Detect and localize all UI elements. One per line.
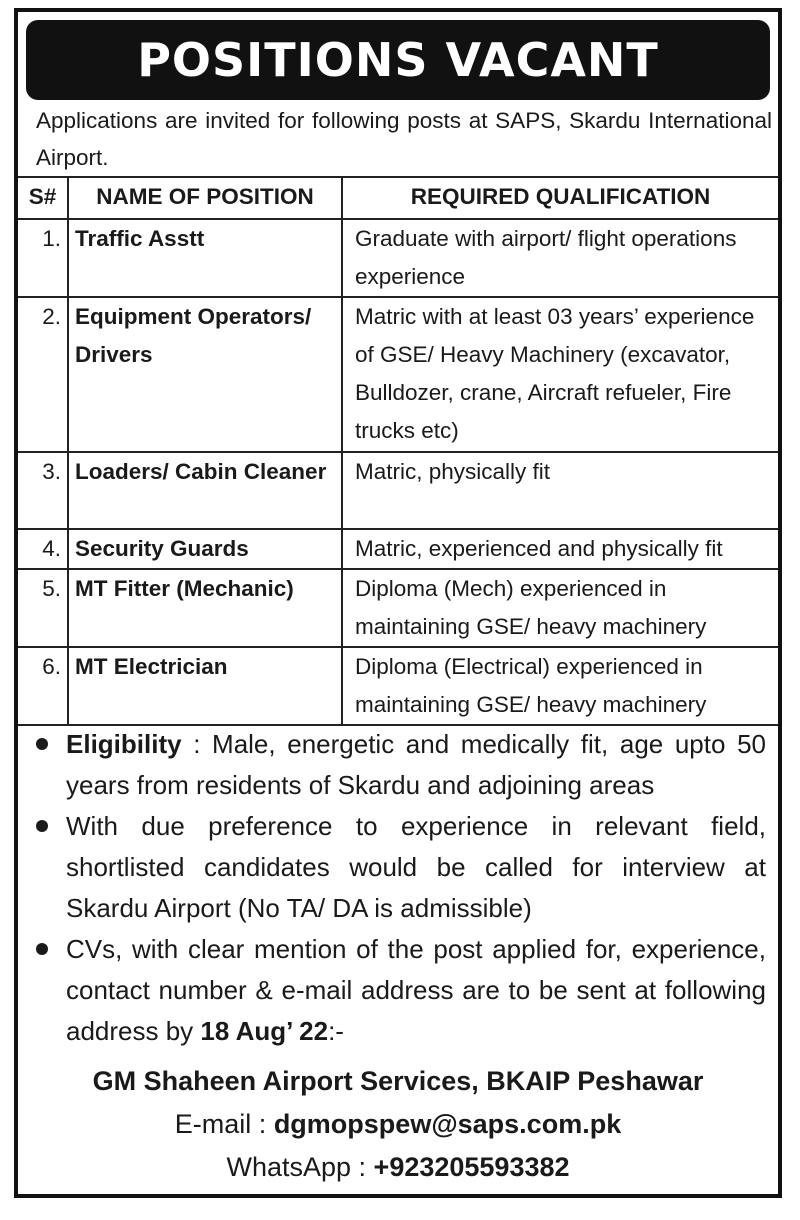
row-serial: 1. xyxy=(18,219,68,297)
eligibility-label: Eligibility xyxy=(66,729,182,759)
row-qualification: Graduate with airport/ flight operations experience xyxy=(342,219,778,297)
row-position: Traffic Asstt xyxy=(68,219,342,297)
bullet-icon xyxy=(36,738,48,750)
header-serial: S# xyxy=(18,177,68,219)
table-row xyxy=(18,219,778,297)
table-row xyxy=(18,452,778,529)
row-qualification: Diploma (Electrical) experienced in maintaining GSE/ heavy machinery xyxy=(342,647,778,725)
table-row xyxy=(18,297,778,452)
notes-list xyxy=(32,724,766,1052)
row-qualification: Matric with at least 03 years’ experience of GSE/ Heavy Machinery (excavator, Bulldozer, crane, Aircraft refueler, Fire trucks etc) xyxy=(342,297,778,452)
row-position: MT Electrician xyxy=(68,647,342,725)
intro-text: Applications are invited for following posts at SAPS, Skardu International Airport. xyxy=(36,108,772,170)
preference-text: With due preference to experience in relevant field, shortlisted candidates would be called for interview at Skardu Airport (No TA/ DA is admissible) xyxy=(66,811,766,923)
bullet-icon xyxy=(36,943,48,955)
eligibility-text: : Male, energetic and medically fit, age upto 50 years from residents of Skardu and adjoining areas xyxy=(66,729,766,800)
row-qualification: Diploma (Mech) experienced in maintaining GSE/ heavy machinery xyxy=(342,569,778,647)
table-header-row xyxy=(18,177,778,219)
row-serial: 3. xyxy=(18,452,68,529)
table-row xyxy=(18,647,778,725)
job-advertisement xyxy=(14,8,782,1198)
table-row xyxy=(18,529,778,569)
row-qualification: Matric, physically fit xyxy=(342,452,778,529)
bullet-icon xyxy=(36,820,48,832)
email-address[interactable]: dgmopspew@saps.com.pk xyxy=(273,1109,622,1139)
list-item xyxy=(32,929,766,1052)
row-serial: 2. xyxy=(18,297,68,452)
row-qualification: Matric, experienced and physically fit xyxy=(342,529,778,569)
cv-instructions: CVs, with clear mention of the post applied for, experience, contact number & e-mail address are to be sent at following address by xyxy=(66,934,766,1046)
positions-table xyxy=(18,176,778,726)
list-item xyxy=(32,806,766,929)
contact-block xyxy=(18,1060,778,1189)
list-item xyxy=(32,724,766,806)
row-serial: 6. xyxy=(18,647,68,725)
row-position: Security Guards xyxy=(68,529,342,569)
row-serial: 4. xyxy=(18,529,68,569)
deadline-suffix: :- xyxy=(328,1016,344,1046)
row-serial: 5. xyxy=(18,569,68,647)
deadline-date: 18 Aug’ 22 xyxy=(200,1016,329,1046)
whatsapp-label: WhatsApp : xyxy=(226,1152,367,1182)
email-line xyxy=(18,1103,778,1146)
page-title: POSITIONS VACANT xyxy=(137,33,659,87)
title-banner xyxy=(26,20,770,100)
table-row xyxy=(18,569,778,647)
row-position: Loaders/ Cabin Cleaner xyxy=(68,452,342,529)
contact-address: GM Shaheen Airport Services, BKAIP Peshawar xyxy=(92,1066,704,1096)
whatsapp-number[interactable]: +923205593382 xyxy=(373,1152,570,1182)
row-position: Equipment Operators/ Drivers xyxy=(68,297,342,452)
whatsapp-line xyxy=(18,1146,778,1189)
row-position: MT Fitter (Mechanic) xyxy=(68,569,342,647)
header-qualification: REQUIRED QUALIFICATION xyxy=(342,177,778,219)
email-label: E-mail : xyxy=(174,1109,267,1139)
header-position: NAME OF POSITION xyxy=(68,177,342,219)
